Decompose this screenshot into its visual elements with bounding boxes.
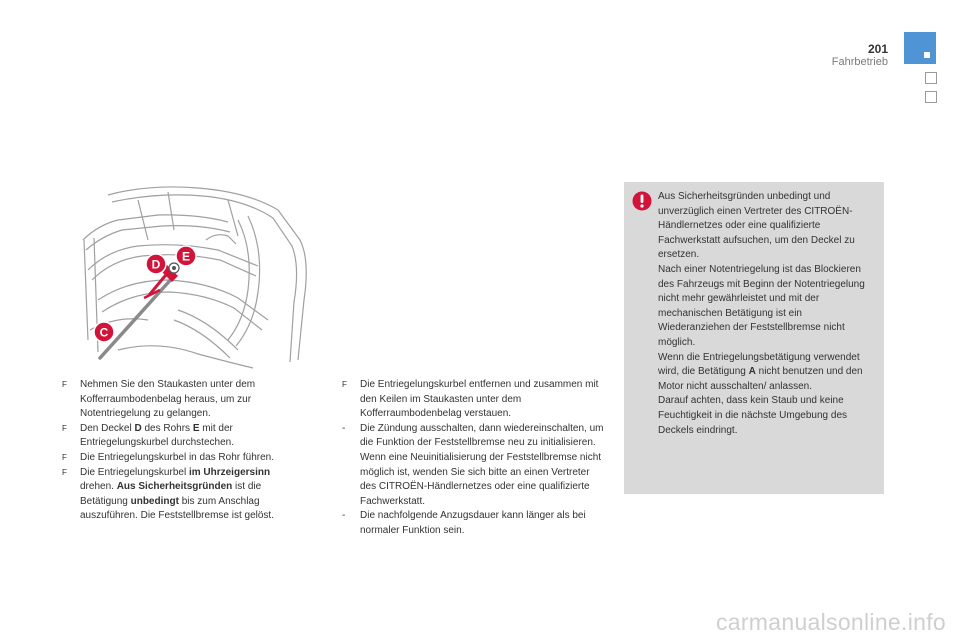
illustration-parking-brake-release: [78, 180, 314, 370]
label-d-text: D: [151, 257, 161, 272]
warning-box: [624, 182, 884, 494]
chapter-tab[interactable]: [925, 91, 937, 103]
list-item: [62, 422, 296, 451]
item-text: Die Entriegelungskurbel in das Rohr führen.: [80, 451, 274, 463]
warning-exclamation-icon: [632, 191, 652, 211]
instructions-middle-column: [342, 378, 604, 539]
callout-label-e: [176, 246, 196, 266]
chapter-tab-active[interactable]: [904, 32, 936, 64]
bullet-marker: F: [342, 380, 347, 389]
item-text: Nehmen Sie den Staukasten unter dem Kofferraumbodenbelag heraus, um zur Notentriegelung zu gelangen.: [80, 379, 256, 420]
list-item: [342, 422, 604, 510]
bullet-marker: F: [62, 380, 67, 389]
watermark: carmanualsonline.info: [715, 609, 946, 635]
list-item: [62, 451, 296, 466]
list-item: [62, 466, 296, 524]
label-e-text: E: [181, 249, 191, 264]
item-text: Den Deckel D des Rohrs E mit der Entriegelungskurbel durchstechen.: [80, 422, 234, 449]
dash-marker: -: [342, 422, 346, 434]
item-text: Die Entriegelungskurbel im Uhrzeigersinn drehen. Aus Sicherheitsgründen ist die Betätigung unbedingt bis zum Anschlag auszuführen. Die Feststellbremse ist gelöst.: [80, 466, 274, 522]
page-number: 201: [867, 42, 888, 56]
list-item: [342, 509, 604, 538]
bullet-marker: F: [62, 423, 67, 433]
warning-paragraph: Aus Sicherheitsgründen unbedingt und unverzüglich einen Vertreter des CITROËN-Händlernetzes oder eine qualifizierte Fachwerkstatt aufsuchen, um den Deckel zu ersetzen.: [658, 191, 855, 261]
list-item: [342, 378, 604, 422]
warning-paragraph: Nach einer Notentriegelung ist das Blockieren des Fahrzeugs mit Beginn der Notentriegelung nicht mehr gewährleistet und mit der mechanischen Betätigung ist ein Wiederanziehen der Feststellbremse nicht möglich.: [658, 263, 865, 348]
callout-label-d: [146, 254, 166, 274]
item-text: Die Zündung ausschalten, dann wiedereinschalten, um die Funktion der Feststellbremse neu zu initialisieren. Wenn eine Neuinitialisierung der Feststellbremse nicht möglich ist, wenden Sie sich bitte an einen Vertreter des CITROËN-Händlernetzes oder eine qualifizierte Fachwerkstatt.: [360, 422, 604, 507]
item-text: Die nachfolgende Anzugsdauer kann länger als bei normaler Funktion sein.: [360, 510, 586, 536]
instructions-left-column: [62, 378, 296, 524]
list-item: [62, 378, 296, 422]
label-c-text: C: [99, 325, 109, 340]
bullet-marker: F: [62, 452, 67, 462]
crank-handle: [100, 263, 179, 358]
chapter-tab[interactable]: [925, 72, 937, 84]
warning-text: [658, 190, 876, 438]
warning-paragraph: Darauf achten, dass kein Staub und keine Feuchtigkeit in die nächste Umgebung des Deckels eindringt.: [658, 395, 848, 436]
bullet-marker: F: [62, 467, 67, 477]
chapter-title: Fahrbetrieb: [831, 56, 888, 68]
item-text: Die Entriegelungskurbel entfernen und zusammen mit den Keilen im Staukasten unter dem Kofferraumbodenbelag verstauen.: [360, 379, 599, 420]
callout-label-c: [94, 322, 114, 342]
warning-paragraph: Wenn die Entriegelungsbetätigung verwendet wird, die Betätigung A nicht benutzen und den Motor nicht ausschalten/ anlassen.: [658, 351, 863, 392]
dash-marker: -: [342, 510, 346, 522]
